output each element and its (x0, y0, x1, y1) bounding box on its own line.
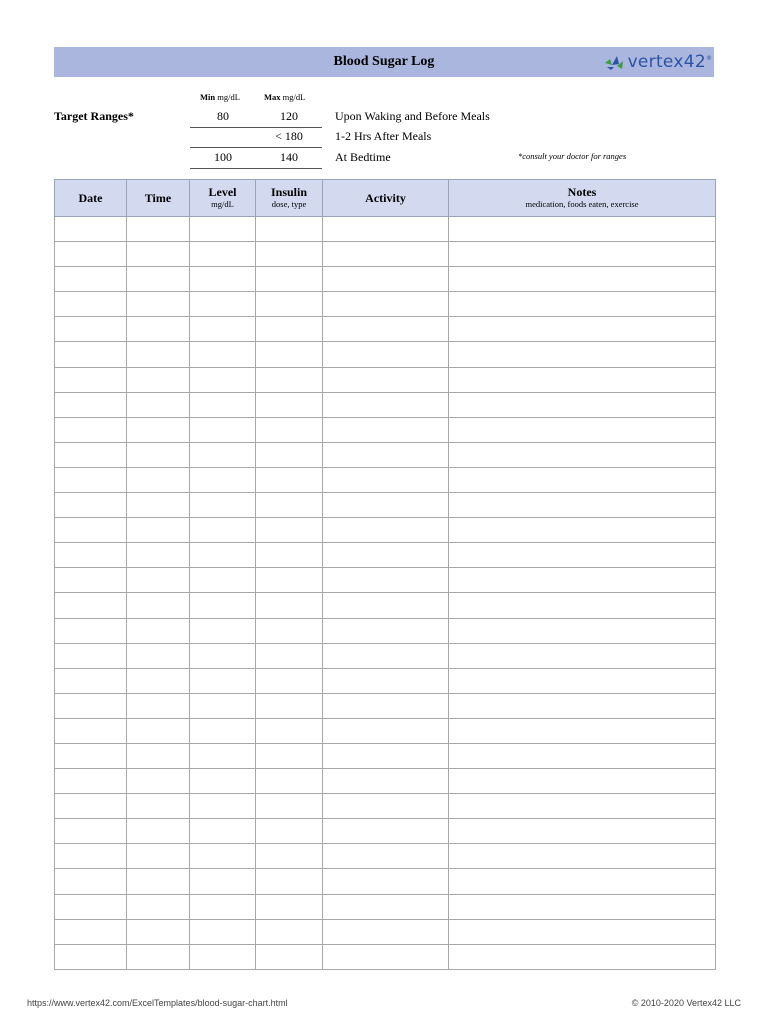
table-row (55, 493, 716, 518)
target-max-value[interactable]: < 180 (256, 127, 322, 148)
log-cell[interactable] (323, 743, 449, 768)
log-cell[interactable] (55, 367, 127, 392)
table-row (55, 292, 716, 317)
table-row (55, 217, 716, 242)
table-row (55, 668, 716, 693)
log-cell[interactable] (190, 718, 256, 743)
table-row (55, 317, 716, 342)
log-cell[interactable] (55, 794, 127, 819)
max-header-unit: mg/dL (282, 92, 306, 102)
log-cell[interactable] (323, 919, 449, 944)
log-cell[interactable] (256, 693, 323, 718)
log-cell[interactable] (323, 392, 449, 417)
log-cell[interactable] (323, 518, 449, 543)
log-cell[interactable] (323, 317, 449, 342)
log-cell[interactable] (190, 919, 256, 944)
log-cell[interactable] (449, 417, 716, 442)
table-row (55, 467, 716, 492)
log-cell[interactable] (190, 292, 256, 317)
log-cell[interactable] (449, 769, 716, 794)
log-cell[interactable] (127, 568, 190, 593)
title-bar (54, 47, 714, 77)
footer-url[interactable]: https://www.vertex42.com/ExcelTemplates/blood-sugar-chart.html (27, 998, 288, 1008)
log-cell[interactable] (323, 467, 449, 492)
log-cell[interactable] (127, 668, 190, 693)
log-cell[interactable] (256, 668, 323, 693)
page-title: Blood Sugar Log (333, 54, 435, 69)
log-cell[interactable] (449, 367, 716, 392)
log-cell[interactable] (449, 794, 716, 819)
min-column-header (200, 92, 240, 102)
log-cell[interactable] (190, 518, 256, 543)
table-row (55, 894, 716, 919)
table-row (55, 643, 716, 668)
log-cell[interactable] (127, 267, 190, 292)
log-cell[interactable] (323, 718, 449, 743)
log-cell[interactable] (190, 317, 256, 342)
log-cell[interactable] (127, 242, 190, 267)
log-cell[interactable] (323, 668, 449, 693)
log-cell[interactable] (449, 568, 716, 593)
log-cell[interactable] (190, 467, 256, 492)
log-cell[interactable] (449, 217, 716, 242)
log-cell[interactable] (55, 618, 127, 643)
log-cell[interactable] (449, 267, 716, 292)
column-header-level: Level mg/dL (190, 180, 256, 217)
table-row (55, 518, 716, 543)
target-description: Upon Waking and Before Meals (335, 109, 490, 123)
log-cell[interactable] (323, 693, 449, 718)
log-cell[interactable] (256, 342, 323, 367)
log-cell[interactable] (55, 417, 127, 442)
log-cell[interactable] (256, 844, 323, 869)
log-cell[interactable] (256, 467, 323, 492)
target-min-value[interactable]: 80 (190, 107, 256, 128)
log-cell[interactable] (55, 819, 127, 844)
log-cell[interactable] (449, 894, 716, 919)
log-cell[interactable] (449, 869, 716, 894)
log-cell[interactable] (449, 392, 716, 417)
log-cell[interactable] (323, 794, 449, 819)
log-cell[interactable] (190, 267, 256, 292)
log-cell[interactable] (256, 819, 323, 844)
log-cell[interactable] (449, 317, 716, 342)
table-row (55, 242, 716, 267)
log-cell[interactable] (449, 467, 716, 492)
log-cell[interactable] (55, 668, 127, 693)
log-cell[interactable] (256, 242, 323, 267)
target-min-value[interactable] (190, 127, 256, 148)
log-cell[interactable] (127, 894, 190, 919)
log-cell[interactable] (190, 442, 256, 467)
log-cell[interactable] (323, 568, 449, 593)
log-cell[interactable] (323, 944, 449, 969)
log-cell[interactable] (323, 267, 449, 292)
log-cell[interactable] (256, 317, 323, 342)
log-cell[interactable] (323, 342, 449, 367)
min-header-unit: mg/dL (217, 92, 240, 102)
log-cell[interactable] (449, 844, 716, 869)
log-cell[interactable] (256, 919, 323, 944)
target-description: At Bedtime (335, 150, 391, 164)
blood-sugar-log-table (54, 179, 716, 970)
log-cell[interactable] (127, 317, 190, 342)
log-cell[interactable] (190, 668, 256, 693)
log-cell[interactable] (323, 417, 449, 442)
log-cell[interactable] (256, 894, 323, 919)
log-cell[interactable] (449, 819, 716, 844)
log-cell[interactable] (449, 543, 716, 568)
log-table-body (55, 217, 716, 970)
log-cell[interactable] (190, 367, 256, 392)
column-header-insulin: Insulin dose, type (256, 180, 323, 217)
log-cell[interactable] (55, 518, 127, 543)
log-cell[interactable] (190, 794, 256, 819)
log-cell[interactable] (323, 894, 449, 919)
log-cell[interactable] (190, 869, 256, 894)
log-cell[interactable] (55, 342, 127, 367)
log-cell[interactable] (55, 743, 127, 768)
log-cell[interactable] (256, 367, 323, 392)
log-cell[interactable] (256, 593, 323, 618)
log-cell[interactable] (256, 794, 323, 819)
log-cell[interactable] (449, 593, 716, 618)
log-cell[interactable] (190, 819, 256, 844)
log-cell[interactable] (323, 292, 449, 317)
log-cell[interactable] (190, 342, 256, 367)
column-header-time: Time (127, 180, 190, 217)
table-row (55, 743, 716, 768)
log-cell[interactable] (323, 869, 449, 894)
log-cell[interactable] (256, 769, 323, 794)
log-cell[interactable] (256, 493, 323, 518)
log-cell[interactable] (256, 743, 323, 768)
log-cell[interactable] (256, 718, 323, 743)
log-cell[interactable] (449, 743, 716, 768)
log-cell[interactable] (449, 643, 716, 668)
target-min-value[interactable]: 100 (190, 148, 256, 169)
log-cell[interactable] (256, 568, 323, 593)
log-cell[interactable] (55, 392, 127, 417)
table-row (55, 342, 716, 367)
log-cell[interactable] (449, 618, 716, 643)
log-cell[interactable] (323, 593, 449, 618)
log-cell[interactable] (323, 242, 449, 267)
logo-wordmark: vertex42 (627, 52, 706, 72)
table-row (55, 693, 716, 718)
target-ranges-section (54, 88, 714, 168)
vertex42-logo-icon (603, 53, 625, 71)
table-row (55, 267, 716, 292)
log-cell[interactable] (55, 217, 127, 242)
log-cell[interactable] (190, 894, 256, 919)
log-cell[interactable] (127, 693, 190, 718)
log-cell[interactable] (190, 242, 256, 267)
log-cell[interactable] (256, 417, 323, 442)
table-row (55, 593, 716, 618)
log-cell[interactable] (323, 493, 449, 518)
log-cell[interactable] (449, 342, 716, 367)
log-cell[interactable] (190, 493, 256, 518)
log-cell[interactable] (55, 693, 127, 718)
log-cell[interactable] (127, 292, 190, 317)
log-cell[interactable] (256, 944, 323, 969)
log-cell[interactable] (323, 844, 449, 869)
log-cell[interactable] (55, 442, 127, 467)
log-cell[interactable] (55, 292, 127, 317)
log-cell[interactable] (323, 769, 449, 794)
log-cell[interactable] (127, 217, 190, 242)
table-row (55, 417, 716, 442)
log-cell[interactable] (127, 467, 190, 492)
log-cell[interactable] (256, 267, 323, 292)
log-cell[interactable] (449, 668, 716, 693)
log-cell[interactable] (323, 819, 449, 844)
log-cell[interactable] (127, 342, 190, 367)
min-header-label: Min (200, 92, 216, 102)
log-cell[interactable] (256, 869, 323, 894)
target-max-value[interactable]: 120 (256, 107, 322, 128)
log-cell[interactable] (127, 769, 190, 794)
log-cell[interactable] (127, 593, 190, 618)
log-cell[interactable] (127, 794, 190, 819)
log-cell[interactable] (127, 493, 190, 518)
log-cell[interactable] (256, 543, 323, 568)
log-cell[interactable] (190, 543, 256, 568)
consult-doctor-note: *consult your doctor for ranges (518, 151, 627, 161)
log-cell[interactable] (190, 217, 256, 242)
log-cell[interactable] (256, 442, 323, 467)
log-cell[interactable] (127, 819, 190, 844)
max-header-label: Max (264, 92, 281, 102)
column-header-date: Date (55, 180, 127, 217)
log-cell[interactable] (256, 643, 323, 668)
log-cell[interactable] (323, 543, 449, 568)
log-cell[interactable] (190, 944, 256, 969)
table-row (55, 819, 716, 844)
log-cell[interactable] (190, 769, 256, 794)
max-column-header (264, 92, 305, 102)
log-cell[interactable] (256, 292, 323, 317)
log-cell[interactable] (256, 392, 323, 417)
table-row (55, 618, 716, 643)
log-cell[interactable] (127, 543, 190, 568)
log-cell[interactable] (323, 643, 449, 668)
table-row (55, 869, 716, 894)
log-cell[interactable] (190, 844, 256, 869)
log-cell[interactable] (190, 693, 256, 718)
log-cell[interactable] (55, 919, 127, 944)
table-header-row (55, 180, 716, 217)
log-cell[interactable] (127, 844, 190, 869)
log-cell[interactable] (190, 568, 256, 593)
vertex42-logo (603, 51, 712, 73)
log-cell[interactable] (323, 618, 449, 643)
log-cell[interactable] (127, 869, 190, 894)
log-cell[interactable] (449, 693, 716, 718)
logo-registered-mark: ® (706, 55, 712, 62)
log-cell[interactable] (55, 718, 127, 743)
log-cell[interactable] (127, 643, 190, 668)
log-cell[interactable] (190, 417, 256, 442)
log-cell[interactable] (55, 593, 127, 618)
log-cell[interactable] (449, 718, 716, 743)
target-max-value[interactable]: 140 (256, 148, 322, 169)
log-cell[interactable] (55, 769, 127, 794)
column-header-notes: Notes medication, foods eaten, exercise (449, 180, 716, 217)
log-cell[interactable] (127, 442, 190, 467)
log-cell[interactable] (449, 292, 716, 317)
table-row (55, 543, 716, 568)
log-cell[interactable] (127, 618, 190, 643)
log-cell[interactable] (449, 518, 716, 543)
log-cell[interactable] (55, 467, 127, 492)
log-cell[interactable] (127, 518, 190, 543)
log-cell[interactable] (127, 392, 190, 417)
log-cell[interactable] (256, 217, 323, 242)
log-cell[interactable] (323, 217, 449, 242)
table-row (55, 919, 716, 944)
log-cell[interactable] (190, 618, 256, 643)
log-cell[interactable] (55, 894, 127, 919)
log-cell[interactable] (55, 242, 127, 267)
log-cell[interactable] (190, 392, 256, 417)
table-row (55, 769, 716, 794)
log-cell[interactable] (449, 242, 716, 267)
table-row (55, 442, 716, 467)
log-cell[interactable] (127, 367, 190, 392)
log-cell[interactable] (55, 643, 127, 668)
log-cell[interactable] (449, 919, 716, 944)
log-cell[interactable] (449, 944, 716, 969)
footer-copyright: © 2010-2020 Vertex42 LLC (631, 998, 741, 1008)
log-cell[interactable] (55, 317, 127, 342)
log-cell[interactable] (190, 643, 256, 668)
table-row (55, 367, 716, 392)
log-cell[interactable] (55, 869, 127, 894)
log-cell[interactable] (127, 919, 190, 944)
log-cell[interactable] (449, 493, 716, 518)
log-cell[interactable] (127, 718, 190, 743)
log-cell[interactable] (127, 417, 190, 442)
target-ranges-label: Target Ranges* (54, 109, 134, 123)
table-row (55, 844, 716, 869)
column-header-activity: Activity (323, 180, 449, 217)
log-cell[interactable] (323, 442, 449, 467)
log-cell[interactable] (55, 493, 127, 518)
table-row (55, 794, 716, 819)
log-cell[interactable] (256, 518, 323, 543)
table-row (55, 944, 716, 969)
log-cell[interactable] (55, 267, 127, 292)
target-description: 1-2 Hrs After Meals (335, 129, 432, 143)
log-cell[interactable] (55, 543, 127, 568)
log-cell[interactable] (190, 593, 256, 618)
table-row (55, 718, 716, 743)
log-cell[interactable] (55, 568, 127, 593)
log-cell[interactable] (256, 618, 323, 643)
log-cell[interactable] (323, 367, 449, 392)
log-cell[interactable] (127, 743, 190, 768)
table-row (55, 392, 716, 417)
log-cell[interactable] (190, 743, 256, 768)
table-row (55, 568, 716, 593)
log-cell[interactable] (127, 944, 190, 969)
log-cell[interactable] (55, 844, 127, 869)
log-cell[interactable] (55, 944, 127, 969)
log-cell[interactable] (449, 442, 716, 467)
